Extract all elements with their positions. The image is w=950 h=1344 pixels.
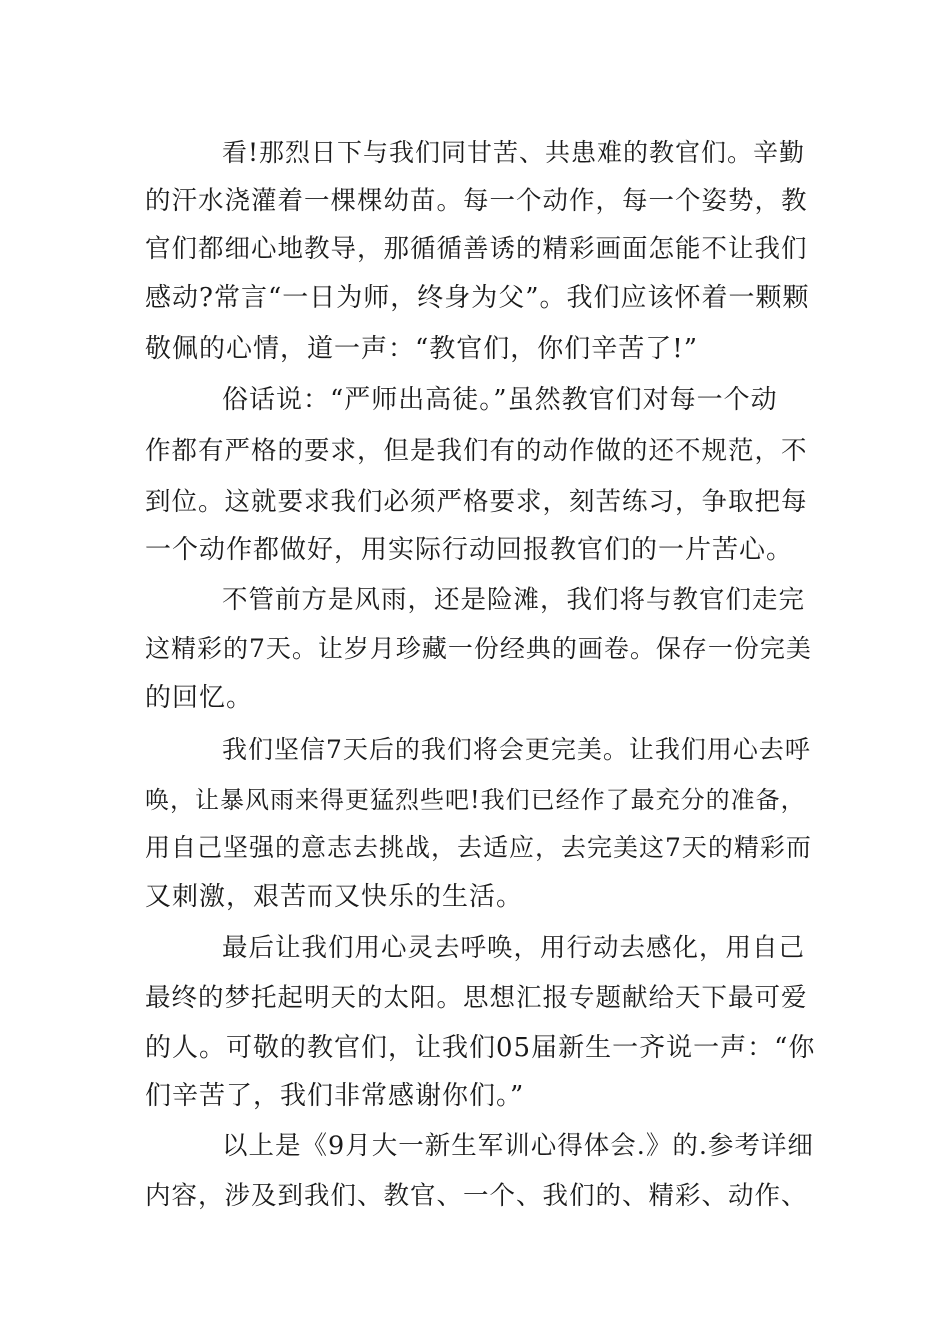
paragraph-5-line-3: 的人。可敬的教官们，让我们05届新生一齐说一声：“你 bbox=[145, 1033, 816, 1063]
paragraph-6-line-1: 以上是《9月大一新生军训心得体会.》的.参考详细 bbox=[222, 1131, 814, 1161]
paragraph-4-line-4: 又刺激，艰苦而又快乐的生活。 bbox=[145, 882, 524, 912]
paragraph-3-line-1: 不管前方是风雨，还是险滩，我们将与教官们走完 bbox=[222, 585, 806, 615]
paragraph-4-line-2: 唤，让暴风雨来得更猛烈些吧!我们已经作了最充分的准备， bbox=[145, 786, 806, 814]
paragraph-1-line-1: 看!那烈日下与我们同甘苦、共患难的教官们。辛勤 bbox=[222, 138, 806, 167]
paragraph-1-line-2: 的汗水浇灌着一棵棵幼苗。每一个动作，每一个姿势，教 bbox=[145, 186, 808, 216]
paragraph-1-line-5: 敬佩的心情，道一声：“教官们，你们辛苦了!” bbox=[145, 334, 699, 364]
paragraph-5-line-4: 们辛苦了，我们非常感谢你们。” bbox=[145, 1081, 525, 1111]
paragraph-1-line-4: 感动?常言“一日为师，终身为父”。我们应该怀着一颗颗 bbox=[145, 283, 810, 313]
paragraph-2-line-3: 到位。这就要求我们必须严格要求，刻苦练习，争取把每 bbox=[145, 487, 808, 517]
paragraph-2-line-2: 作都有严格的要求，但是我们有的动作做的还不规范，不 bbox=[145, 436, 808, 466]
paragraph-4-line-3: 用自己坚强的意志去挑战，去适应，去完美这7天的精彩而 bbox=[145, 833, 812, 862]
paragraph-4-line-1: 我们坚信7天后的我们将会更完美。让我们用心去呼 bbox=[222, 735, 811, 764]
paragraph-2-line-4: 一个动作都做好，用实际行动回报教官们的一片苦心。 bbox=[145, 535, 794, 565]
paragraph-2-line-1: 俗话说：“严师出高徒。”虽然教官们对每一个动 bbox=[222, 385, 778, 415]
paragraph-6-line-2: 内容，涉及到我们、教官、一个、我们的、精彩、动作、 bbox=[145, 1181, 808, 1211]
paragraph-5-line-1: 最后让我们用心灵去呼唤，用行动去感化，用自己 bbox=[222, 933, 806, 963]
paragraph-5-line-2: 最终的梦托起明天的太阳。思想汇报专题献给天下最可爱 bbox=[145, 983, 808, 1013]
paragraph-3-line-3: 的回忆。 bbox=[145, 683, 254, 713]
paragraph-1-line-3: 官们都细心地教导，那循循善诱的精彩画面怎能不让我们 bbox=[145, 234, 808, 264]
paragraph-3-line-2: 这精彩的7天。让岁月珍藏一份经典的画卷。保存一份完美 bbox=[145, 634, 812, 663]
